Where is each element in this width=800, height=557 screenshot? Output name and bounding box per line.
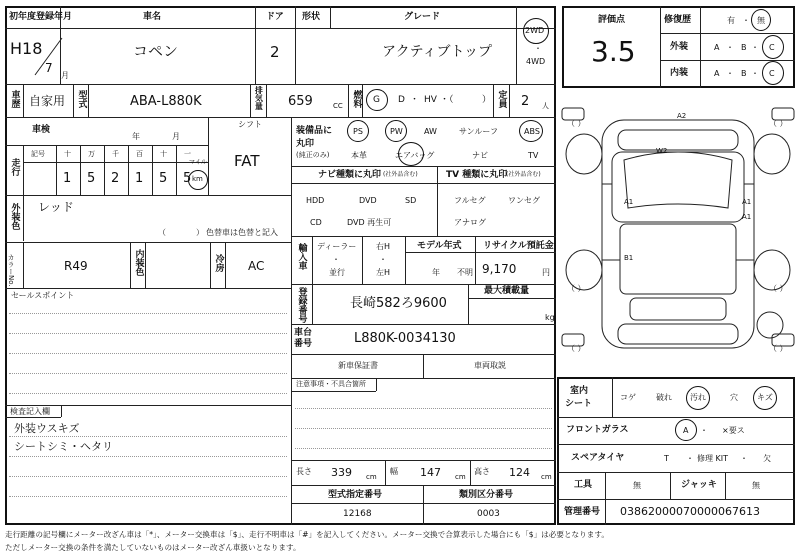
fuel-label: 燃料 [351, 90, 362, 108]
tools-label: 工具 [574, 480, 593, 490]
jack-value: 無 [752, 481, 760, 490]
footer-note-2: ただしメーター交換の条件を満たしていないものはメーター改ざん車扱いとなります。 [5, 543, 301, 552]
inspection-label: 車検 [32, 125, 51, 135]
jack-label: ジャッキ [681, 480, 717, 490]
glass-label: フロントガラス [566, 425, 629, 435]
width-label: 幅 [390, 467, 398, 476]
height-value: 124 [509, 466, 530, 479]
seat-hole: 穴 [730, 393, 738, 402]
place-sen: 千 [112, 150, 119, 158]
length-value: 339 [331, 466, 352, 479]
repair-dot: ・ [742, 16, 750, 25]
diagram-label-a1: A1 [742, 198, 752, 206]
ext-color-paren-close: ） [196, 228, 204, 237]
ext-color-label: 外装色 [9, 203, 20, 230]
max-load-unit: kg [545, 313, 555, 322]
interior-a: A [714, 69, 720, 78]
seat-label-2: シート [565, 399, 593, 409]
glass-a: A [683, 426, 689, 435]
equip-abs: ABS [524, 127, 540, 136]
score-value: 3.5 [591, 35, 636, 68]
diagram-paren: （ ） [769, 284, 788, 293]
height-unit: cm [541, 473, 552, 481]
fuel-d: D [398, 95, 405, 105]
length-label: 長さ [296, 467, 312, 476]
usage-value: 自家用 [29, 94, 66, 108]
drive-dot: ・ [534, 44, 542, 53]
interior-b: B [741, 69, 747, 78]
equip-ps: PS [353, 127, 363, 136]
place-ten-man: 十 [64, 150, 71, 158]
registration-month: 7 [45, 61, 53, 75]
navi-dvd-play: DVD 再生可 [347, 218, 392, 227]
diagram-paren: （ ） [769, 344, 788, 353]
equipment-label-1: 装備品に [296, 126, 333, 136]
odometer-digit: 1 [135, 171, 144, 186]
diagram-paren: （ ） [567, 284, 586, 293]
spare-t: T [664, 454, 669, 463]
displacement-label: 排気量 [254, 86, 264, 110]
class-number-value: 0003 [477, 509, 500, 519]
plate-label: 登録番号 [296, 287, 307, 323]
displacement-unit: CC [333, 102, 343, 110]
ext-color-value: レッド [38, 200, 74, 214]
warranty-label: 新車保証書 [338, 361, 378, 370]
fuel-other-close: ） [482, 95, 492, 105]
ext-color-paren-open: （ [158, 228, 166, 237]
equip-airbag: エアバッグ [395, 151, 435, 160]
odometer-label: 走行 [9, 158, 20, 176]
recycle-unit: 円 [542, 268, 550, 277]
import-label: 輸入車 [296, 243, 307, 270]
inspection-year-unit: 年 [132, 132, 140, 141]
registration-month-unit: 月 [61, 71, 69, 80]
repair-label: 修復歴 [664, 15, 692, 25]
inspector-line: シートシミ・ヘタリ [14, 440, 113, 453]
inspector-line: 外装ウスキズ [14, 422, 80, 435]
control-label: 管理番号 [564, 507, 601, 517]
int-color-label: 内装色 [133, 249, 144, 276]
type-number-label: 型式指定番号 [328, 490, 383, 500]
control-value: 03862000070000067613 [620, 505, 760, 518]
ext-color-note: 色替車は色替と記入 [206, 228, 278, 237]
spare-kit: 修理 KIT [697, 454, 729, 463]
equip-navi: ナビ [472, 151, 488, 160]
seat-stain: 汚れ [690, 393, 706, 402]
length-unit: cm [366, 473, 377, 481]
tools-value: 無 [633, 481, 641, 490]
tv-fullseg: フルセグ [454, 196, 486, 205]
fuel-other-open: ・（ [440, 95, 454, 105]
car-diagram [558, 92, 798, 377]
tv-note: (社外品含む) [506, 171, 541, 178]
model-year-label: モデル年式 [417, 241, 462, 251]
fuel-hv: HV [424, 95, 437, 105]
car-name-header: 車名 [143, 12, 162, 22]
navi-note: (社外品含む) [383, 171, 418, 178]
width-unit: cm [455, 473, 466, 481]
odometer-digit: 5 [87, 171, 96, 186]
chassis-label-2: 番号 [294, 339, 313, 349]
place-man: 万 [88, 150, 95, 158]
inspection-month-unit: 月 [172, 132, 180, 141]
unit-km: km [192, 175, 203, 183]
navi-hdd: HDD [306, 196, 325, 205]
interior-dot: ・ [726, 69, 734, 78]
equip-aw: AW [424, 127, 437, 136]
import-dealer: ディーラー [317, 242, 357, 251]
seat-scratch: キズ [757, 393, 773, 402]
exterior-c: C [769, 43, 775, 52]
repair-yes: 有 [727, 16, 735, 25]
odometer-digit: 1 [63, 171, 72, 186]
diagram-paren: （ ） [567, 344, 586, 353]
car-name-value: コペン [133, 42, 179, 60]
sales-point-label: セールスポイント [11, 291, 75, 300]
height-label: 高さ [474, 467, 490, 476]
navi-label: ナビ種類に丸印 [318, 170, 382, 180]
score-label: 評価点 [598, 15, 626, 25]
navi-dvd: DVD [359, 196, 377, 205]
color-no-label: カラーNo. [7, 254, 15, 287]
seat-label-1: 室内 [570, 386, 589, 396]
drive-2wd: 2WD [525, 26, 545, 35]
exterior-b: B [741, 43, 747, 52]
import-right: 右H [376, 242, 391, 251]
import-left: 左H [376, 268, 391, 277]
drive-4wd: 4WD [526, 57, 546, 66]
import-dot: ・ [332, 255, 340, 264]
reg-year-header: 初年度登録年月 [9, 12, 73, 22]
exterior-dot: ・ [726, 43, 734, 52]
chassis-value: L880K-0034130 [354, 331, 456, 346]
registration-era-year: H18 [10, 39, 43, 58]
ac-label: 冷房 [213, 254, 224, 272]
chassis-label-1: 車台 [294, 328, 313, 338]
interior-label: 内装 [670, 68, 689, 78]
equip-pw: PW [390, 127, 403, 136]
spare-missing: 欠 [763, 454, 771, 463]
manual-label: 車両取説 [474, 361, 506, 370]
unit-mile: マイル [189, 159, 207, 166]
tv-analog: アナログ [454, 218, 486, 227]
plate-value: 長崎582ろ9600 [350, 296, 447, 311]
tv-label: TV 種類に丸印 [446, 170, 508, 180]
seat-burn: コゲ [620, 393, 636, 402]
shift-label: シフト [238, 120, 262, 129]
model-code: ABA-L880K [130, 94, 202, 109]
grade-value: アクティブトップ [382, 44, 493, 60]
max-load-label: 最大積載量 [484, 286, 530, 296]
width-value: 147 [420, 466, 441, 479]
inspector-label: 検査記入欄 [10, 407, 50, 416]
exterior-a: A [714, 43, 720, 52]
equipment-label-2: 丸印 [296, 139, 315, 149]
usage-label: 車歴 [9, 90, 20, 108]
interior-c: C [769, 69, 775, 78]
capacity-unit: 人 [542, 102, 549, 110]
repair-no: 無 [757, 16, 765, 25]
recycle-value: 9,170 [482, 262, 517, 276]
navi-cd: CD [310, 218, 322, 227]
fuel-dot1: ・ [410, 95, 420, 105]
exterior-dot-2: ・ [751, 43, 759, 52]
capacity-value: 2 [521, 94, 530, 109]
type-number-value: 12168 [343, 509, 372, 519]
class-number-label: 類別区分番号 [459, 490, 514, 500]
diagram-label-a2: A2 [677, 112, 687, 120]
spare-label: スペアタイヤ [571, 453, 625, 463]
odometer-digit: 2 [111, 171, 120, 186]
doors-value: 2 [270, 43, 280, 61]
displacement-value: 659 [288, 94, 313, 109]
glass-replace: ×要ス [722, 426, 745, 435]
color-no-value: R49 [64, 259, 88, 273]
footer-note-1: 走行距離の記号欄にメーター改ざん車は「*」、メーター交換車は「$」、走行不明車は「#」を記入してください。メーター交換で合算表示した場合にも「$」は必要となります。 [5, 530, 609, 539]
import-parallel: 並行 [329, 268, 345, 277]
notes-label: 注意事項・不具合箇所 [296, 380, 366, 388]
place-ichi: 一 [184, 150, 191, 158]
diagram-paren: （ ） [567, 119, 586, 128]
seat-tear: 破れ [656, 393, 672, 402]
shape-header: 形状 [302, 12, 321, 22]
tv-oneseg: ワンセグ [508, 196, 540, 205]
diagram-label-w2: W2 [656, 147, 668, 155]
import-dot-2: ・ [379, 255, 387, 264]
spare-dot-2: ・ [740, 454, 748, 463]
odometer-record-label: 記号 [31, 150, 45, 158]
equip-tv: TV [528, 151, 539, 160]
exterior-label: 外装 [670, 42, 689, 52]
equip-leather: 本革 [351, 151, 367, 160]
equip-sunroof: サンルーフ [459, 127, 498, 136]
diagram-label-a1: A1 [624, 198, 634, 206]
ac-value: AC [248, 259, 265, 273]
interior-dot-2: ・ [751, 69, 759, 78]
shift-value: FAT [234, 152, 260, 170]
door-header: ドア [266, 12, 284, 22]
recycle-label: リサイクル預託金 [483, 241, 554, 251]
diagram-paren: （ ） [769, 119, 788, 128]
fuel-g: G [373, 95, 380, 105]
capacity-label: 定員 [496, 90, 507, 108]
glass-dot: ・ [700, 426, 708, 435]
place-juu: 十 [160, 150, 167, 158]
navi-sd: SD [405, 196, 417, 205]
odometer-digit: 5 [183, 171, 192, 186]
diagram-label-a1: A1 [742, 213, 752, 221]
equipment-label-3: (純正のみ) [296, 151, 330, 159]
place-hyaku: 百 [136, 150, 143, 158]
odometer-digit: 5 [159, 171, 168, 186]
spare-dot: ・ [686, 454, 694, 463]
grade-header: グレード [404, 12, 441, 22]
model-year-unknown: 不明 [457, 268, 473, 277]
model-label: 型式 [76, 90, 87, 108]
diagram-label-b1: B1 [624, 254, 634, 262]
model-year-unit: 年 [432, 268, 440, 277]
